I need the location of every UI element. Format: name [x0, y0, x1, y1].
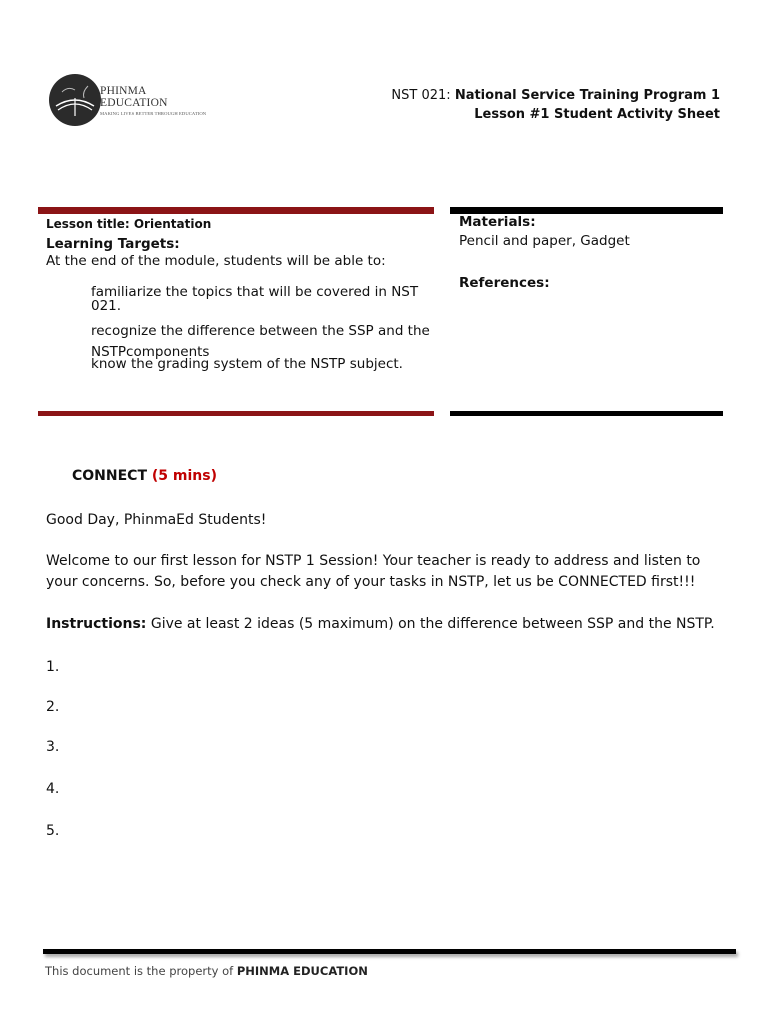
connect-heading [72, 468, 217, 484]
course-code: NST 021: [391, 88, 451, 103]
course-title: National Service Training Program 1 [454, 88, 720, 103]
learning-target-item: familiarize the topics that will be covered in NST 021. [91, 284, 419, 314]
lesson-title: Lesson title: Orientation [46, 217, 212, 231]
connect-time: (5 mins) [151, 468, 217, 484]
connect-label: CONNECT [72, 468, 147, 484]
phinma-logo [46, 72, 216, 128]
materials-heading: Materials: [459, 214, 536, 230]
footer-text [45, 964, 368, 978]
phinma-globe-icon [46, 72, 104, 128]
references-heading: References: [459, 275, 550, 291]
answer-number: 2. [46, 699, 60, 715]
course-heading [391, 86, 720, 124]
logo-name: PHINMA EDUCATION [100, 84, 168, 109]
answer-number: 3. [46, 739, 60, 755]
footer-prefix: This document is the property of [45, 964, 234, 978]
learning-targets-intro: At the end of the module, students will be able to: [46, 253, 386, 269]
learning-target-item: know the grading system of the NSTP subject. [91, 356, 403, 372]
instructions-text: Give at least 2 ideas (5 maximum) on the difference between SSP and the NSTP. [150, 616, 715, 632]
sheet-title: Lesson #1 Student Activity Sheet [474, 107, 720, 122]
answer-number: 1. [46, 659, 60, 675]
instructions [46, 614, 736, 635]
greeting-text: Good Day, PhinmaEd Students! [46, 512, 267, 528]
footer-rule [43, 949, 736, 954]
answer-number: 4. [46, 781, 60, 797]
instructions-label: Instructions: [46, 616, 147, 632]
materials-top-rule [450, 207, 723, 214]
materials-bottom-rule [450, 411, 723, 416]
learning-targets-heading: Learning Targets: [46, 236, 180, 252]
materials-value: Pencil and paper, Gadget [459, 233, 630, 249]
lesson-bottom-rule [38, 411, 434, 416]
answer-number: 5. [46, 823, 60, 839]
learning-target-item: recognize the difference between the SSP and the NSTPcomponents [91, 323, 430, 360]
logo-tagline: MAKING LIVES BETTER THROUGH EDUCATION [100, 110, 207, 116]
footer-owner: PHINMA EDUCATION [236, 964, 368, 978]
welcome-text: Welcome to our first lesson for NSTP 1 Session! Your teacher is ready to address and listen to your concerns. So, before you check any of your tasks in NSTP, let us be CONNECTED first!!! [46, 553, 701, 590]
lesson-top-rule [38, 207, 434, 214]
